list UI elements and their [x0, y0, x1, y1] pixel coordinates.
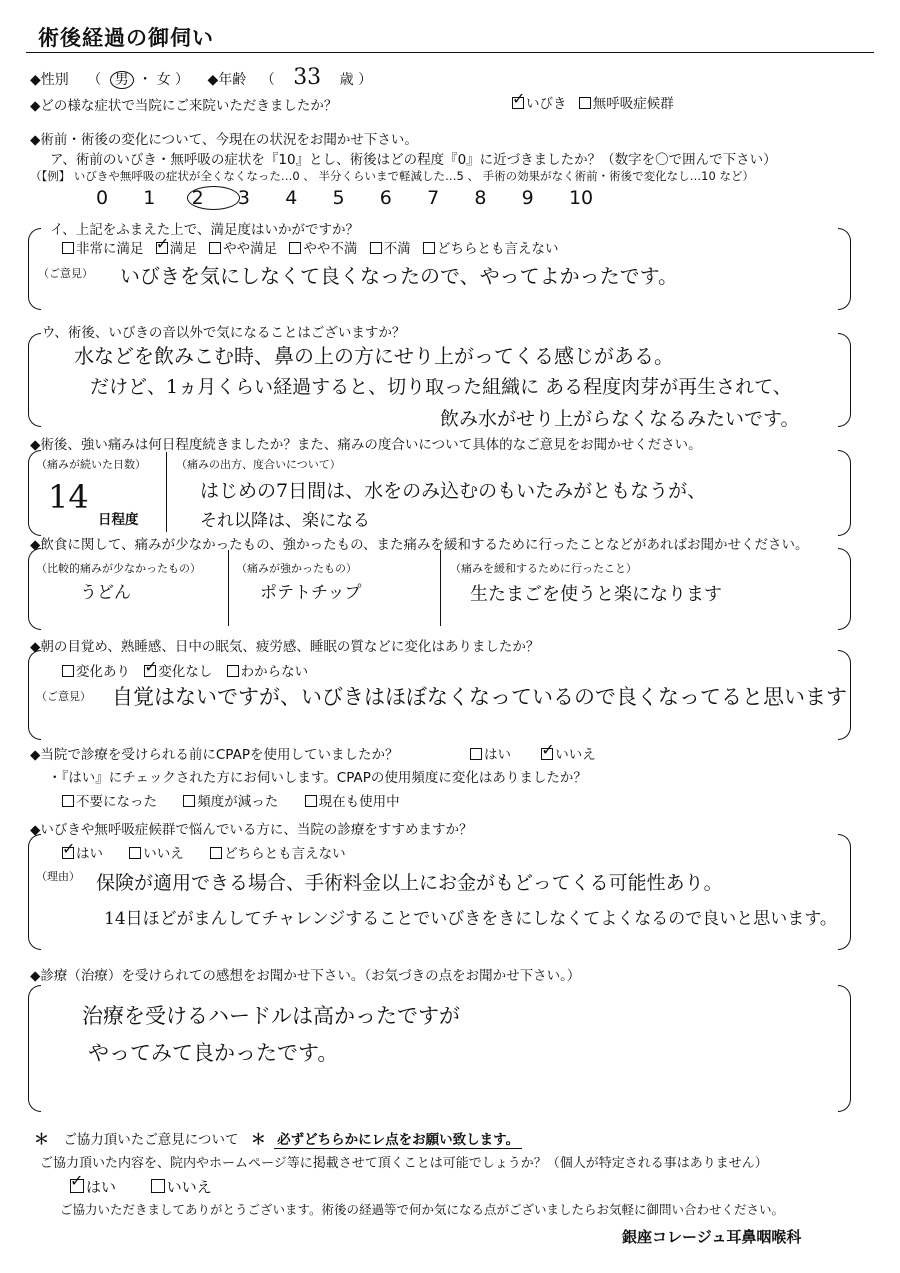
cpap-heading: ◆当院で診療を受けられる前にCPAPを使用していましたか？: [30, 747, 399, 763]
change-sub-a: ア、術前のいびき・無呼吸の症状を『10』とし、術後はどの程度『0』に近づきましたか？（数字を〇で囲んで下さい）: [50, 152, 777, 168]
scale-9[interactable]: 9: [521, 187, 534, 209]
satisfaction-opinion[interactable]: いびきを気にしなくて良くなったので、やってよかったです。: [120, 264, 678, 288]
very-satisfied-checkbox[interactable]: [62, 242, 74, 254]
other-bracket-right: [838, 333, 851, 427]
other-heading: ウ、術後、いびきの音以外で気になることはございますか？: [42, 325, 406, 341]
other-bracket-left: [28, 333, 41, 427]
satisfied-checkbox[interactable]: [156, 242, 168, 254]
publish-yes-checkbox[interactable]: [70, 1179, 84, 1193]
sleep-heading: ◆朝の目覚め、熟睡感、日中の眠気、疲労感、睡眠の質などに変化はありましたか？: [30, 639, 540, 655]
other-line-3[interactable]: 飲み水がせり上がらなくなるみたいです。: [440, 408, 800, 430]
pain-detail-1[interactable]: はじめの7日間は、水をのみ込むのもいたみがともなうが、: [200, 480, 707, 502]
footer-about: ご協力頂いたご意見について: [63, 1132, 239, 1148]
sleep-options: 変化あり ✓ 変化なし わからない: [62, 660, 308, 680]
sleep-opinion[interactable]: 自覚はないですが、いびきはほぼなくなっているので良くなってると思います: [112, 685, 847, 709]
impression-bracket-left: [28, 985, 41, 1112]
pain-days-label: （痛みが続いた日数）: [36, 458, 146, 471]
cpap-yes-checkbox[interactable]: [470, 748, 482, 760]
food-more-pain-label: （痛みが強かったもの）: [236, 562, 357, 575]
gender-female-option[interactable]: 女: [156, 72, 171, 88]
apnea-checkbox[interactable]: [579, 97, 591, 109]
somewhat-satisfied-checkbox[interactable]: [209, 242, 221, 254]
impression-heading: ◆診療（治療）を受けられての感想をお聞かせ下さい。（お気づきの点をお聞かせ下さい。）: [30, 968, 581, 984]
symptom-question: ◆どの様な症状で当院にご来院いただきましたか？: [30, 98, 338, 114]
clinic-name: 銀座コレージュ耳鼻咽喉科: [622, 1228, 802, 1246]
other-line-2[interactable]: だけど、1ヵ月くらい経過すると、切り取った組織に ある程度肉芽が再生されて、: [90, 376, 792, 398]
cpap-unneeded-checkbox[interactable]: [62, 795, 74, 807]
pain-bracket-right: [838, 450, 851, 536]
scale-10[interactable]: 10: [568, 187, 594, 209]
scale-5[interactable]: 5: [332, 187, 345, 209]
impression-bracket-right: [838, 985, 851, 1112]
somewhat-dissatisfied-checkbox[interactable]: [289, 242, 301, 254]
scale-row: [96, 186, 612, 210]
food-divider-2: [440, 550, 441, 626]
scale-8[interactable]: 8: [474, 187, 487, 209]
recommend-no-checkbox[interactable]: [129, 847, 141, 859]
food-more-pain[interactable]: ポテトチップ: [260, 583, 362, 603]
cpap-still-using-checkbox[interactable]: [305, 795, 317, 807]
neutral-checkbox[interactable]: [423, 242, 435, 254]
scale-3[interactable]: 3: [237, 187, 250, 209]
sleep-unknown-checkbox[interactable]: [227, 665, 239, 677]
age-label: ◆年齢: [207, 72, 247, 88]
recommend-options: ✓はい いいえ どちらとも言えない: [62, 842, 346, 862]
recommend-reason-2[interactable]: 14日ほどがまんしてチャレンジすることでいびきをきにしなくてよくなるので良いと思います。: [104, 909, 837, 929]
food-bracket-right: [838, 548, 851, 630]
gender-row: ◆性別 （ 男 ・ 女 ） ◆年齢 （ 33 歳 ）: [30, 65, 373, 90]
scale-0[interactable]: 0: [96, 187, 109, 209]
scale-7[interactable]: 7: [427, 187, 440, 209]
food-relief-label: （痛みを緩和するために行ったこと）: [450, 562, 637, 575]
sleep-opinion-label: （ご意見）: [36, 690, 91, 703]
scale-2[interactable]: 2: [191, 186, 234, 210]
footer-thanks: ご協力いただきましてありがとうございます。術後の経過等で何か気になる点がございましたらお気軽に御問い合わせください。: [60, 1202, 785, 1217]
change-heading: ◆術前・術後の変化について、今現在の状況をお聞かせ下さい。: [30, 132, 418, 148]
pain-heading: ◆術後、強い痛みは何日程度続きましたか？また、痛みの度合いについて具体的なご意見をお聞かせください。: [30, 437, 702, 453]
pain-detail-2[interactable]: それ以降は、楽になる: [200, 511, 370, 531]
footer-star-2: ＊: [250, 1130, 266, 1148]
pain-divider: [166, 452, 167, 532]
satisfaction-heading: イ、上記をふまえた上で、満足度はいかがですか？: [50, 222, 360, 238]
recommend-heading: ◆いびきや無呼吸症候群で悩んでいる方に、当院の診療をすすめますか？: [30, 822, 473, 838]
recommend-bracket-left: [28, 834, 41, 950]
scale-1[interactable]: 1: [143, 187, 156, 209]
food-less-pain-label: （比較的痛みが少なかったもの）: [36, 562, 201, 575]
food-relief[interactable]: 生たまごを使うと楽になります: [470, 584, 722, 605]
satisfaction-opinion-label: （ご意見）: [38, 267, 93, 280]
change-example: （【例】 いびきや無呼吸の症状が全くなくなった…0 、 半分くらいまで軽減した…5 、 手術の効果がなく術前・術後で変化なし…10 など）: [30, 169, 754, 183]
pain-days-value[interactable]: 14: [48, 478, 89, 516]
sleep-unchanged-checkbox[interactable]: [144, 665, 156, 677]
satisfaction-options: 非常に満足 ✓ 満足 やや満足 やや不満 不満 どちらとも言えない: [62, 237, 558, 257]
food-less-pain[interactable]: うどん: [80, 583, 131, 603]
footer-star-1: ＊: [34, 1130, 50, 1148]
sleep-changed-checkbox[interactable]: [62, 665, 74, 677]
footer-options: ✓はい いいえ: [70, 1176, 212, 1197]
age-value[interactable]: 33: [293, 65, 322, 90]
food-divider-1: [228, 550, 229, 626]
pain-days-unit: 日程度: [98, 512, 139, 528]
impression-line-2[interactable]: やってみて良かったです。: [88, 1041, 339, 1065]
food-heading: ◆飲食に関して、痛みが少なかったもの、強かったもの、また痛みを緩和するために行ったことなどがあればお聞かせください。: [30, 537, 809, 553]
cpap-sub-options: 不要になった 頻度が減った 現在も使用中: [62, 790, 400, 810]
recommend-reason-label: （理由）: [36, 870, 80, 883]
scale-6[interactable]: 6: [379, 187, 392, 209]
cpap-reduced-checkbox[interactable]: [183, 795, 195, 807]
page-title: 術後経過の御伺い: [38, 26, 214, 50]
cpap-no-checkbox[interactable]: [541, 748, 553, 760]
publish-no-checkbox[interactable]: [151, 1179, 165, 1193]
recommend-bracket-right: [838, 834, 851, 950]
footer-question: ご協力頂いた内容を、院内やホームページ等に掲載させて頂くことは可能でしょうか？（個人が特定される事はありません）: [40, 1156, 768, 1171]
recommend-yes-checkbox[interactable]: [62, 847, 74, 859]
scale-4[interactable]: 4: [285, 187, 298, 209]
snoring-checkbox[interactable]: [512, 97, 524, 109]
satisfaction-bracket-right: [838, 228, 851, 310]
recommend-reason-1[interactable]: 保険が適用できる場合、手術料金以上にお金がもどってくる可能性あり。: [96, 872, 723, 894]
symptom-options: ✓ いびき 無呼吸症候群: [512, 92, 674, 112]
gender-male-option[interactable]: 男: [110, 71, 134, 89]
title-underline: [26, 52, 874, 53]
age-unit: 歳: [339, 72, 354, 88]
recommend-neutral-checkbox[interactable]: [210, 847, 222, 859]
impression-line-1[interactable]: 治療を受けるハードルは高かったですが: [82, 1004, 460, 1028]
cpap-sub-question: ・『はい』にチェックされた方にお伺いします。CPAPの使用頻度に変化はありましたか？: [48, 770, 587, 786]
pain-detail-label: （痛みの出方、度合いについて）: [176, 458, 341, 471]
footer-must: 必ずどちらかにレ点をお願い致します。: [274, 1132, 522, 1149]
dissatisfied-checkbox[interactable]: [370, 242, 382, 254]
footer-about-row: [34, 1128, 522, 1149]
gender-label: ◆性別: [30, 72, 69, 88]
cpap-options: はい ✓ いいえ: [470, 743, 596, 763]
other-line-1[interactable]: 水などを飲みこむ時、鼻の上の方にせり上がってくる感じがある。: [74, 344, 674, 368]
